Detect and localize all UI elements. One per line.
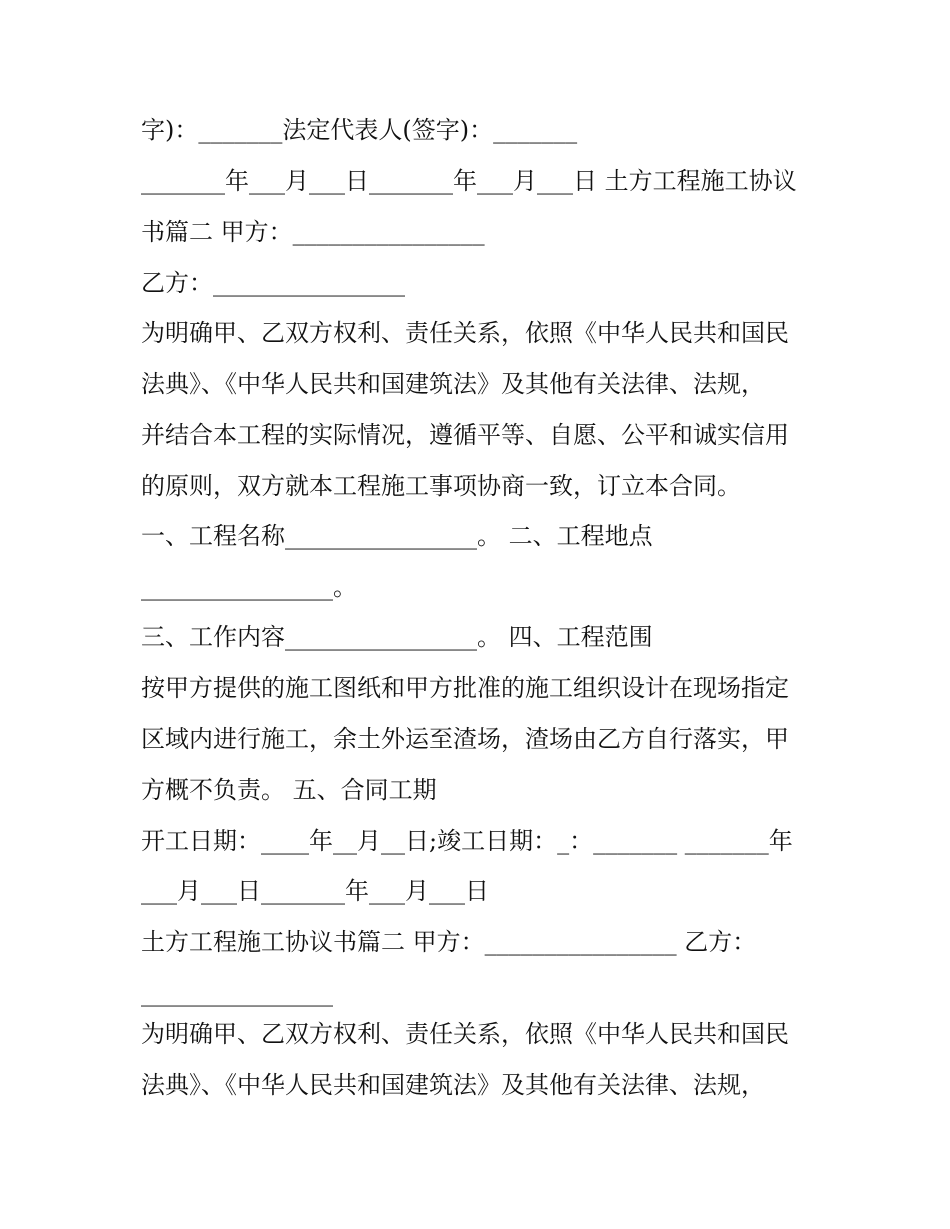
text-line: 开工日期：____年__月__日;竣工日期：_：_______ _______年 xyxy=(141,827,793,855)
text-line: 区域内进行施工，余土外运至渣场，渣场由乙方自行落实，甲 xyxy=(141,725,789,753)
text-line: 土方工程施工协议书篇二 甲方：________________ 乙方： xyxy=(141,928,757,956)
text-line: 的原则，双方就本工程施工事项协商一致，订立本合同。 xyxy=(141,472,741,500)
text-line: _______年___月___日_______年___月___日 土方工程施工协议 xyxy=(141,167,797,195)
text-line: 并结合本工程的实际情况，遵循平等、自愿、公平和诚实信用 xyxy=(141,421,789,449)
text-line: 乙方：________________ xyxy=(141,269,405,297)
text-line: ________________。 xyxy=(141,573,357,601)
text-line: 法典》、《中华人民共和国建筑法》及其他有关法律、法规， xyxy=(141,370,765,398)
text-line: 为明确甲、乙双方权利、责任关系，依照《中华人民共和国民 xyxy=(141,319,789,347)
text-line: 法典》、《中华人民共和国建筑法》及其他有关法律、法规， xyxy=(141,1071,765,1099)
text-line: 书篇二 甲方：________________ xyxy=(141,218,485,246)
text-line: 为明确甲、乙双方权利、责任关系，依照《中华人民共和国民 xyxy=(141,1020,789,1048)
text-line: ___月___日_______年___月___日 xyxy=(141,877,489,905)
text-line: 按甲方提供的施工图纸和甲方批准的施工组织设计在现场指定 xyxy=(141,674,789,702)
text-line: 字)：_______法定代表人(签字)：_______ xyxy=(141,116,578,144)
text-line: ________________ xyxy=(141,979,333,1007)
text-line: 方概不负责。 五、合同工期 xyxy=(141,776,437,804)
text-line: 三、工作内容________________。 四、工程范围 xyxy=(141,623,653,651)
text-line: 一、工程名称________________。 二、工程地点 xyxy=(141,522,653,550)
